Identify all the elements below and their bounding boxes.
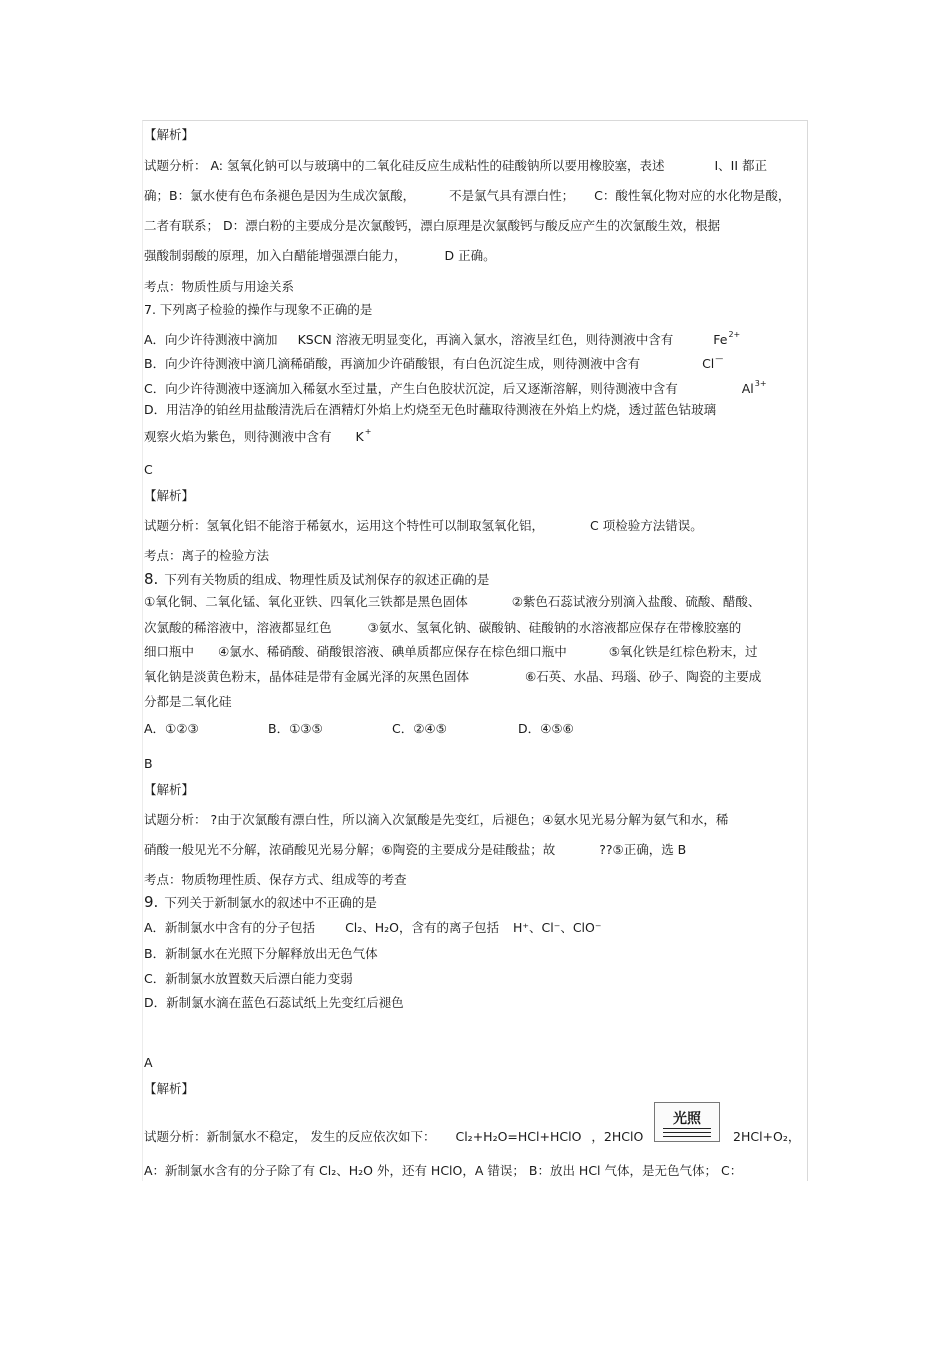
light-condition-label: 光照 bbox=[673, 1111, 701, 1127]
statement-line: ①氧化铜、二氧化锰、氧化亚铁、四氧化三铁都是黑色固体 ②紫色石蕊试液分别滴入盐酸、硫酸、醋酸、 bbox=[144, 594, 761, 609]
statement-line: 氧化钠是淡黄色粉末，晶体硅是带有金属光泽的灰黑色固体 ⑥石英、水晶、玛瑙、砂子、陶瓷的主要成 bbox=[144, 669, 762, 684]
equilibrium-line bbox=[663, 1136, 711, 1137]
answer: B bbox=[144, 756, 153, 771]
equilibrium-line bbox=[663, 1128, 711, 1129]
equilibrium-line bbox=[663, 1132, 711, 1133]
analysis-line: A：新制氯水含有的分子除了有 Cl₂、H₂O 外，还有 HClO，A 错误； B：放出 HCl 气体，是无色气体； C： bbox=[144, 1163, 743, 1178]
option-a: A．向少许待测液中滴加 KSCN 溶液无明显变化，再滴入氯水，溶液呈红色，则待测液中含有 $Fe^{2+}$ bbox=[144, 330, 741, 347]
question-title: 7. 下列离子检验的操作与现象不正确的是 bbox=[144, 302, 373, 317]
kaodian-line: 考点：物质性质与用途关系 bbox=[144, 279, 295, 294]
analysis-line: 硝酸一般见光不分解，浓硝酸见光易分解；⑥陶瓷的主要成分是硅酸盐；故 ??⑤正确，选 B bbox=[144, 842, 687, 857]
analysis-line: 试题分析：新制氯水不稳定， 发生的反应依次如下： Cl₂+H₂O=HCl+HClO ，2HClO bbox=[144, 1129, 644, 1144]
analysis-line-end: 2HCl+O₂， bbox=[733, 1129, 801, 1144]
options-row: A．①②③ B．①③⑤ C．②④⑤ D．④⑤⑥ bbox=[144, 721, 574, 736]
analysis-line: 确；B：氯水使有色布条褪色是因为生成次氯酸， 不是氯气具有漂白性； C：酸性氧化物对应的水化物是酸， bbox=[144, 188, 791, 203]
option-a: A．新制氯水中含有的分子包括 Cl₂、H₂O，含有的离子包括 H⁺、Cl⁻、ClO⁻ bbox=[144, 920, 602, 935]
question-title: 8. 下列有关物质的组成、物理性质及试剂保存的叙述正确的是 bbox=[144, 570, 490, 588]
analysis-line: 二者有联系； D：漂白粉的主要成分是次氯酸钙，漂白原理是次氯酸钙与酸反应产生的次氯酸生效，根据 bbox=[144, 218, 721, 233]
analysis-line: 试题分析： ?由于次氯酸有漂白性，所以滴入次氯酸是先变红，后褪色；④氨水见光易分解为氨气和水，稀 bbox=[144, 812, 729, 827]
option-d-cont: 观察火焰为紫色，则待测液中含有 K+ bbox=[144, 427, 372, 444]
analysis-line: 试题分析：氢氧化铝不能溶于稀氨水，运用这个特性可以制取氢氧化铝， C 项检验方法错误。 bbox=[144, 518, 703, 533]
jiexi-heading: 【解析】 bbox=[144, 1081, 195, 1096]
kaodian-line: 考点：离子的检验方法 bbox=[144, 548, 270, 563]
statement-line: 分都是二氧化硅 bbox=[144, 694, 232, 709]
statement-line: 次氯酸的稀溶液中，溶液都显红色 ③氨水、氢氧化钠、碳酸钠、硅酸钠的水溶液都应保存在带橡胶塞的 bbox=[144, 620, 742, 635]
light-reaction-condition-box bbox=[654, 1102, 720, 1142]
analysis-line: 强酸制弱酸的原理，加入白醋能增强漂白能力， D 正确。 bbox=[144, 248, 496, 263]
jiexi-heading: 【解析】 bbox=[144, 782, 195, 797]
option-b: B．向少许待测液中滴几滴稀硝酸，再滴加少许硝酸银，有白色沉淀生成，则待测液中含有 Cl— bbox=[144, 354, 724, 371]
statement-line: 细口瓶中 ④氯水、稀硝酸、硝酸银溶液、碘单质都应保存在棕色细口瓶中 ⑤氧化铁是红棕色粉末，过 bbox=[144, 644, 758, 659]
jiexi-heading: 【解析】 bbox=[144, 488, 195, 503]
question-title: 9. 下列关于新制氯水的叙述中不正确的是 bbox=[144, 893, 377, 911]
answer: A bbox=[144, 1055, 153, 1070]
option-c: C．新制氯水放置数天后漂白能力变弱 bbox=[144, 971, 353, 986]
option-d: D．用洁净的铂丝用盐酸清洗后在酒精灯外焰上灼烧至无色时蘸取待测液在外焰上灼烧，透过蓝色钴玻璃 bbox=[144, 402, 717, 417]
analysis-line: 试题分析： A: 氢氧化钠可以与玻璃中的二氧化硅反应生成粘性的硅酸钠所以要用橡胶塞，表述 I、II 都正 bbox=[144, 158, 768, 173]
kaodian-line: 考点：物质物理性质、保存方式、组成等的考查 bbox=[144, 872, 407, 887]
jiexi-heading: 【解析】 bbox=[144, 127, 195, 142]
option-b: B．新制氯水在光照下分解释放出无色气体 bbox=[144, 946, 378, 961]
answer: C bbox=[144, 462, 153, 477]
option-d: D．新制氯水滴在蓝色石蕊试纸上先变红后褪色 bbox=[144, 995, 404, 1010]
option-c: C．向少许待测液中逐滴加入稀氨水至过量，产生白色胶状沉淀，后又逐渐溶解，则待测液中含有 $Al^{3+}$ bbox=[144, 379, 767, 396]
